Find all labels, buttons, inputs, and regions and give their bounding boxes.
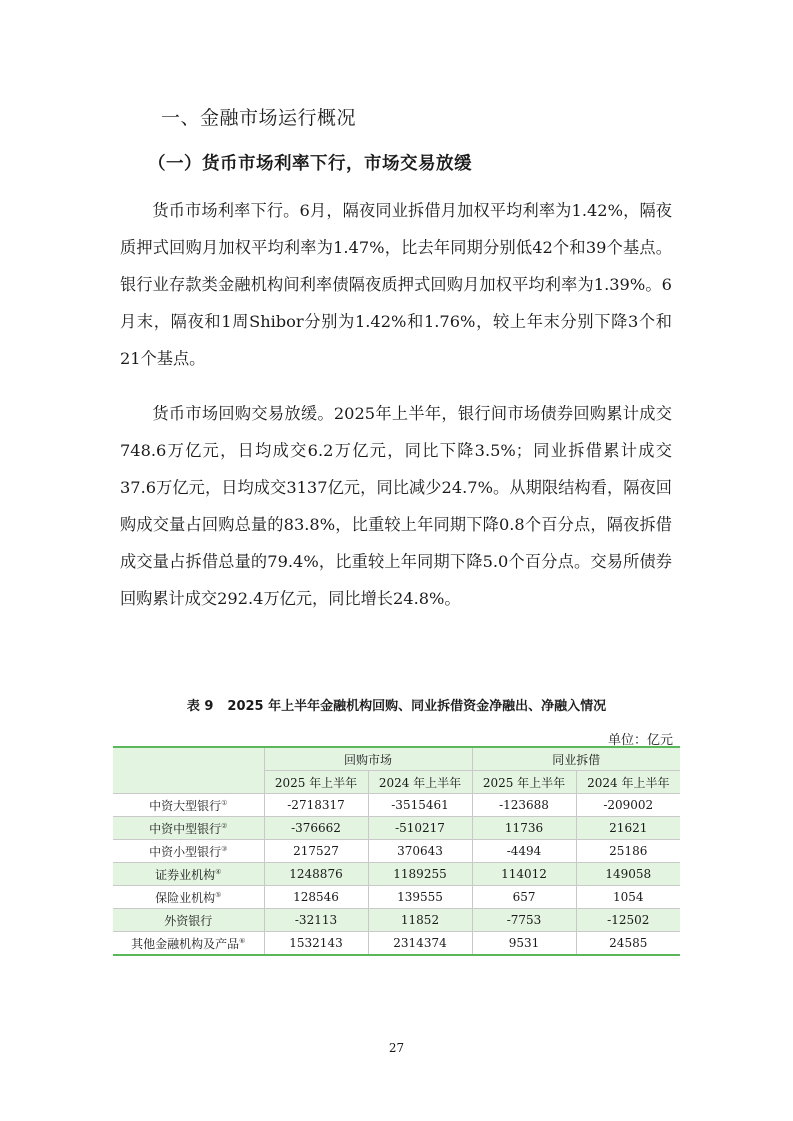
table-corner-cell <box>113 747 264 794</box>
section-heading: 一、金融市场运行概况 <box>161 107 357 129</box>
value-cell: 2314374 <box>368 932 472 956</box>
row-label-text: 保险业机构 <box>155 890 216 905</box>
value-cell: -123688 <box>472 794 576 817</box>
group-header-repo: 回购市场 <box>264 747 472 771</box>
value-cell: 1248876 <box>264 863 368 886</box>
value-cell: 21621 <box>576 817 680 840</box>
subheader-cell: 2025 年上半年 <box>264 771 368 794</box>
row-label-text: 其他金融机构及产品 <box>131 936 240 951</box>
row-label-text: 中资大型银行 <box>149 798 222 813</box>
value-cell: 1189255 <box>368 863 472 886</box>
row-label-text: 证券业机构 <box>155 867 216 882</box>
subheader-cell: 2025 年上半年 <box>472 771 576 794</box>
table-unit: 单位：亿元 <box>607 733 673 748</box>
footnote-marker: ② <box>221 821 228 830</box>
value-cell: -2718317 <box>264 794 368 817</box>
row-label <box>113 794 264 817</box>
row-label <box>113 840 264 863</box>
row-label-text: 中资小型银行 <box>149 844 222 859</box>
row-label <box>113 886 264 909</box>
paragraph-repo-trading: 货币市场回购交易放缓。2025年上半年，银行间市场债券回购累计成交748.6万亿元，日均成交6.2万亿元，同比下降3.5%；同业拆借累计成交37.6万亿元，日均成交3137亿元，同比减少24.7%。从期限结构看，隔夜回购成交量占回购总量的83.8%，比重较上年同期下降0.8个百分点，隔夜拆借成交量占拆借总量的79.4%，比重较上年同期下降5.0个百分点。交易所债券回购累计成交292.4万亿元，同比增长24.8%。 <box>120 404 672 608</box>
table-row <box>113 840 680 863</box>
table-row <box>113 909 680 932</box>
row-label-text: 中资中型银行 <box>149 821 222 836</box>
table-row <box>113 886 680 909</box>
value-cell: -209002 <box>576 794 680 817</box>
value-cell: 217527 <box>264 840 368 863</box>
value-cell: -510217 <box>368 817 472 840</box>
value-cell: 11852 <box>368 909 472 932</box>
subheader-cell: 2024 年上半年 <box>368 771 472 794</box>
value-cell: -12502 <box>576 909 680 932</box>
row-label-text: 外资银行 <box>164 913 213 928</box>
table-title: 2025 年上半年金融机构回购、同业拆借资金净融出、净融入情况 <box>227 699 607 714</box>
value-cell: 11736 <box>472 817 576 840</box>
row-label <box>113 817 264 840</box>
value-cell: 128546 <box>264 886 368 909</box>
value-cell: 9531 <box>472 932 576 956</box>
table-row <box>113 817 680 840</box>
paragraph-money-market-rates: 货币市场利率下行。6月，隔夜同业拆借月加权平均利率为1.42%，隔夜质押式回购月加权平均利率为1.47%，比去年同期分别低42个和39个基点。银行业存款类金融机构间利率债隔夜质押式回购月加权平均利率为1.39%。6月末，隔夜和1周Shibor分别为1.42%和1.76%，较上年末分别下降3个和21个基点。 <box>120 201 672 368</box>
footnote-marker: ① <box>221 798 228 807</box>
row-label <box>113 909 264 932</box>
table-row <box>113 932 680 956</box>
table-row <box>113 863 680 886</box>
value-cell: 657 <box>472 886 576 909</box>
table-group-header-row <box>113 747 680 771</box>
value-cell: 25186 <box>576 840 680 863</box>
subsection-heading: （一）货币市场利率下行，市场交易放缓 <box>148 154 472 174</box>
table-row <box>113 794 680 817</box>
value-cell: -4494 <box>472 840 576 863</box>
row-label <box>113 932 264 956</box>
value-cell: -32113 <box>264 909 368 932</box>
value-cell: 1054 <box>576 886 680 909</box>
footnote-marker: ④ <box>215 867 222 876</box>
table-number: 表 9 <box>186 699 214 714</box>
net-lending-table <box>113 746 680 956</box>
value-cell: 24585 <box>576 932 680 956</box>
table-caption <box>0 695 793 714</box>
table-body <box>113 794 680 956</box>
subheader-cell: 2024 年上半年 <box>576 771 680 794</box>
footnote-marker: ⑥ <box>239 936 246 945</box>
group-header-interbank: 同业拆借 <box>472 747 680 771</box>
value-cell: 114012 <box>472 863 576 886</box>
value-cell: 139555 <box>368 886 472 909</box>
footnote-marker: ③ <box>221 844 228 853</box>
value-cell: -376662 <box>264 817 368 840</box>
value-cell: 149058 <box>576 863 680 886</box>
page-number: 27 <box>388 1041 405 1055</box>
value-cell: -3515461 <box>368 794 472 817</box>
footnote-marker: ⑤ <box>215 890 222 899</box>
value-cell: 370643 <box>368 840 472 863</box>
value-cell: -7753 <box>472 909 576 932</box>
value-cell: 1532143 <box>264 932 368 956</box>
row-label <box>113 863 264 886</box>
